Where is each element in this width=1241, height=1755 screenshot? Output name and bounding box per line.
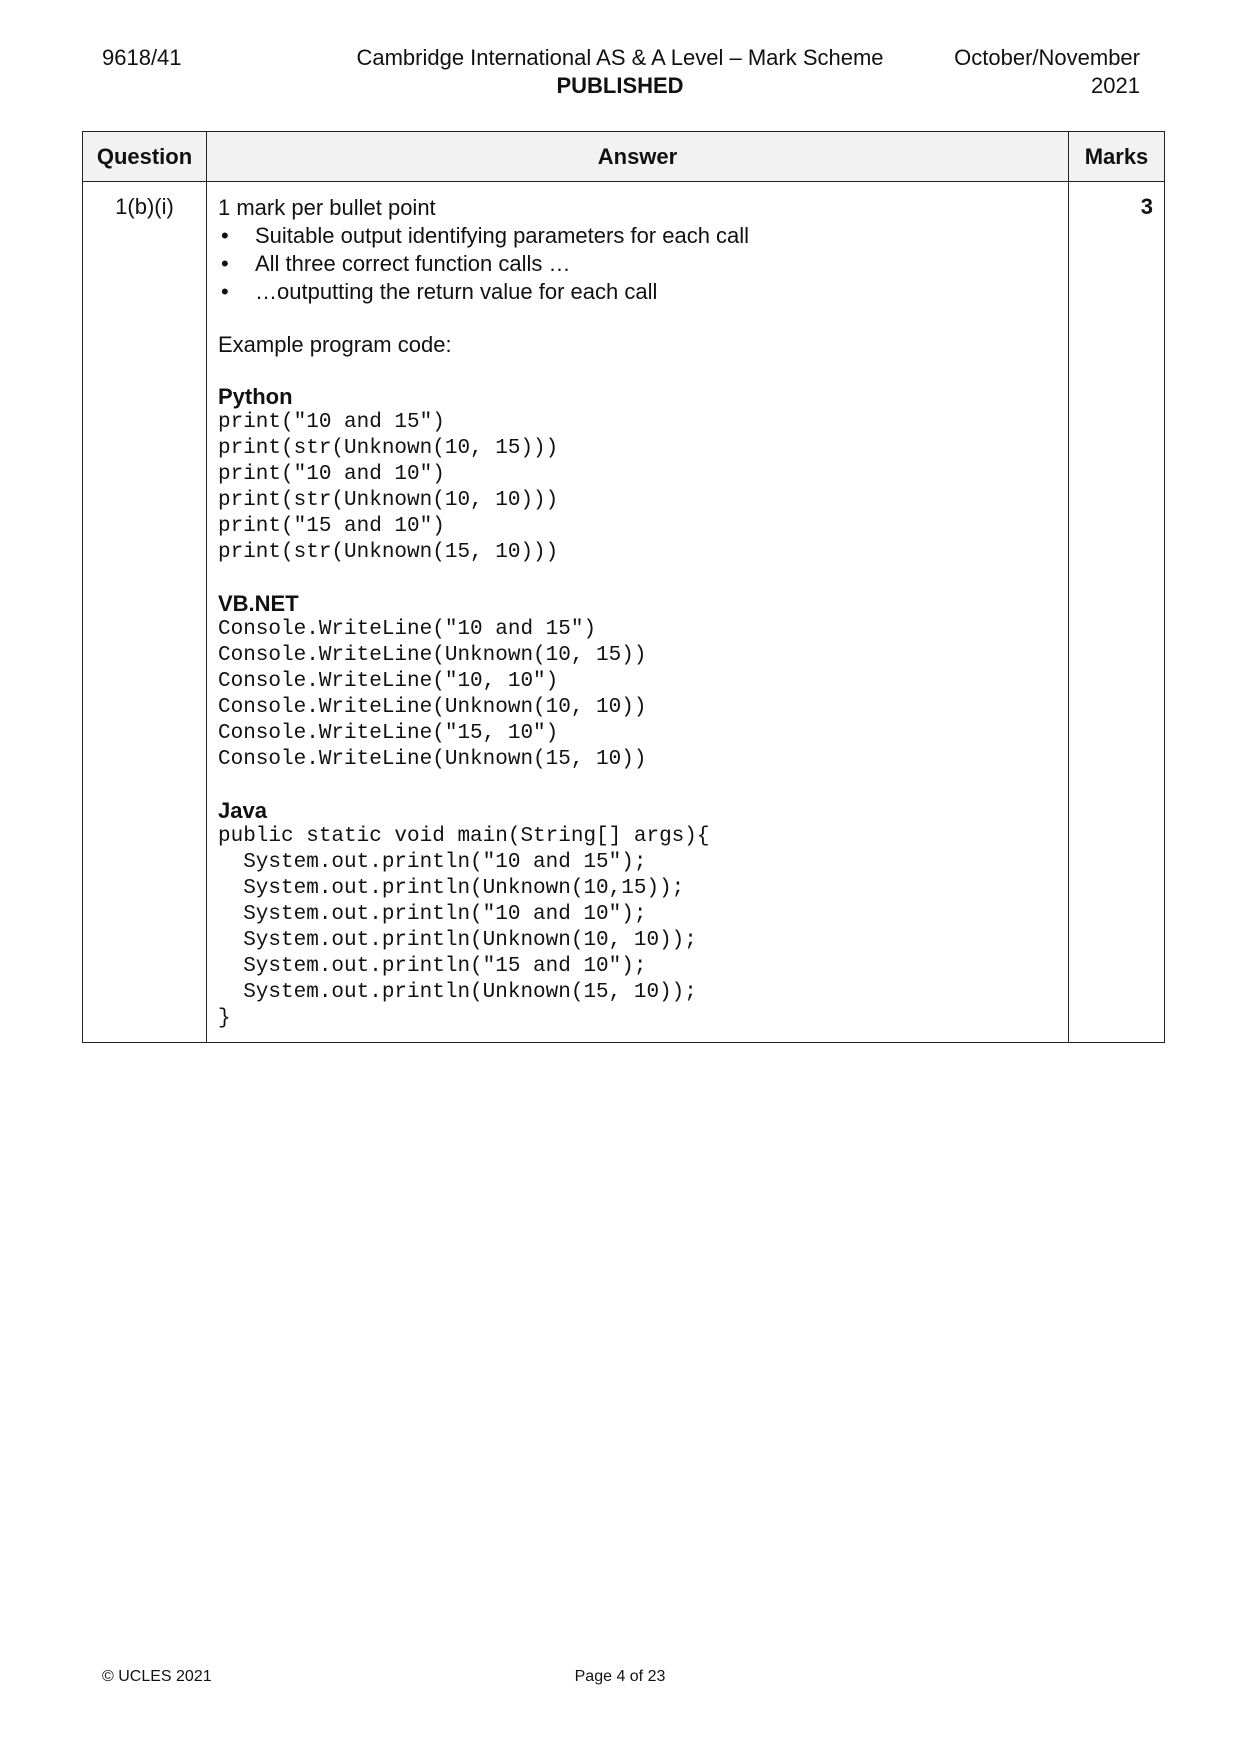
table-row [83, 182, 1165, 1043]
answer-column-header: Answer [207, 132, 1069, 182]
exam-session-year: 2021 [1091, 73, 1140, 98]
marking-point: • All three correct function calls … [218, 250, 1058, 278]
code-line: print("10 and 10") [218, 463, 445, 486]
java-code-block [218, 824, 1058, 1032]
code-line: System.out.println("15 and 10"); [218, 955, 647, 978]
code-line: print("10 and 15") [218, 411, 445, 434]
code-line: Console.WriteLine(Unknown(10, 10)) [218, 696, 647, 719]
code-line: System.out.println("10 and 10"); [218, 903, 647, 926]
python-heading: Python [218, 384, 293, 409]
published-label: PUBLISHED [556, 73, 684, 98]
code-line: Console.WriteLine(Unknown(10, 15)) [218, 644, 647, 667]
example-label: Example program code: [218, 332, 452, 357]
code-line: print(str(Unknown(10, 10))) [218, 489, 559, 512]
code-line: print("15 and 10") [218, 515, 445, 538]
code-line: System.out.println(Unknown(10,15)); [218, 877, 685, 900]
code-line: Console.WriteLine("15, 10") [218, 722, 559, 745]
paper-code: 9618/41 [102, 45, 182, 70]
vbnet-heading: VB.NET [218, 591, 299, 616]
question-number: 1(b)(i) [83, 182, 207, 1043]
code-line: } [218, 1007, 231, 1030]
code-line: public static void main(String[] args){ [218, 825, 710, 848]
java-heading: Java [218, 798, 267, 823]
question-column-header: Question [83, 132, 207, 182]
marking-point: • Suitable output identifying parameters for each call [218, 222, 1058, 250]
code-line: System.out.println(Unknown(15, 10)); [218, 981, 697, 1004]
code-line: Console.WriteLine("10 and 15") [218, 618, 597, 641]
marking-points [218, 222, 1058, 306]
page-number: Page 4 of 23 [574, 1668, 666, 1685]
document-title-block [330, 44, 910, 100]
exam-session-months: October/November [954, 45, 1140, 70]
exam-session [954, 44, 1140, 100]
marks-value: 3 [1069, 182, 1165, 1043]
document-title: Cambridge International AS & A Level – Mark Scheme [356, 45, 884, 70]
answer-cell [207, 182, 1069, 1043]
code-line: System.out.println(Unknown(10, 10)); [218, 929, 697, 952]
marking-point: • …outputting the return value for each call [218, 278, 1058, 306]
code-line: System.out.println("10 and 15"); [218, 851, 647, 874]
code-line: print(str(Unknown(15, 10))) [218, 541, 559, 564]
vbnet-code-block [218, 617, 1058, 773]
python-code-block [218, 410, 1058, 566]
code-line: Console.WriteLine(Unknown(15, 10)) [218, 748, 647, 771]
code-line: Console.WriteLine("10, 10") [218, 670, 559, 693]
mark-scheme-table [82, 131, 1165, 1043]
table-header-row [83, 132, 1165, 182]
marking-intro: 1 mark per bullet point [218, 195, 436, 220]
code-line: print(str(Unknown(10, 15))) [218, 437, 559, 460]
copyright-notice: © UCLES 2021 [102, 1668, 212, 1685]
marks-column-header: Marks [1069, 132, 1165, 182]
